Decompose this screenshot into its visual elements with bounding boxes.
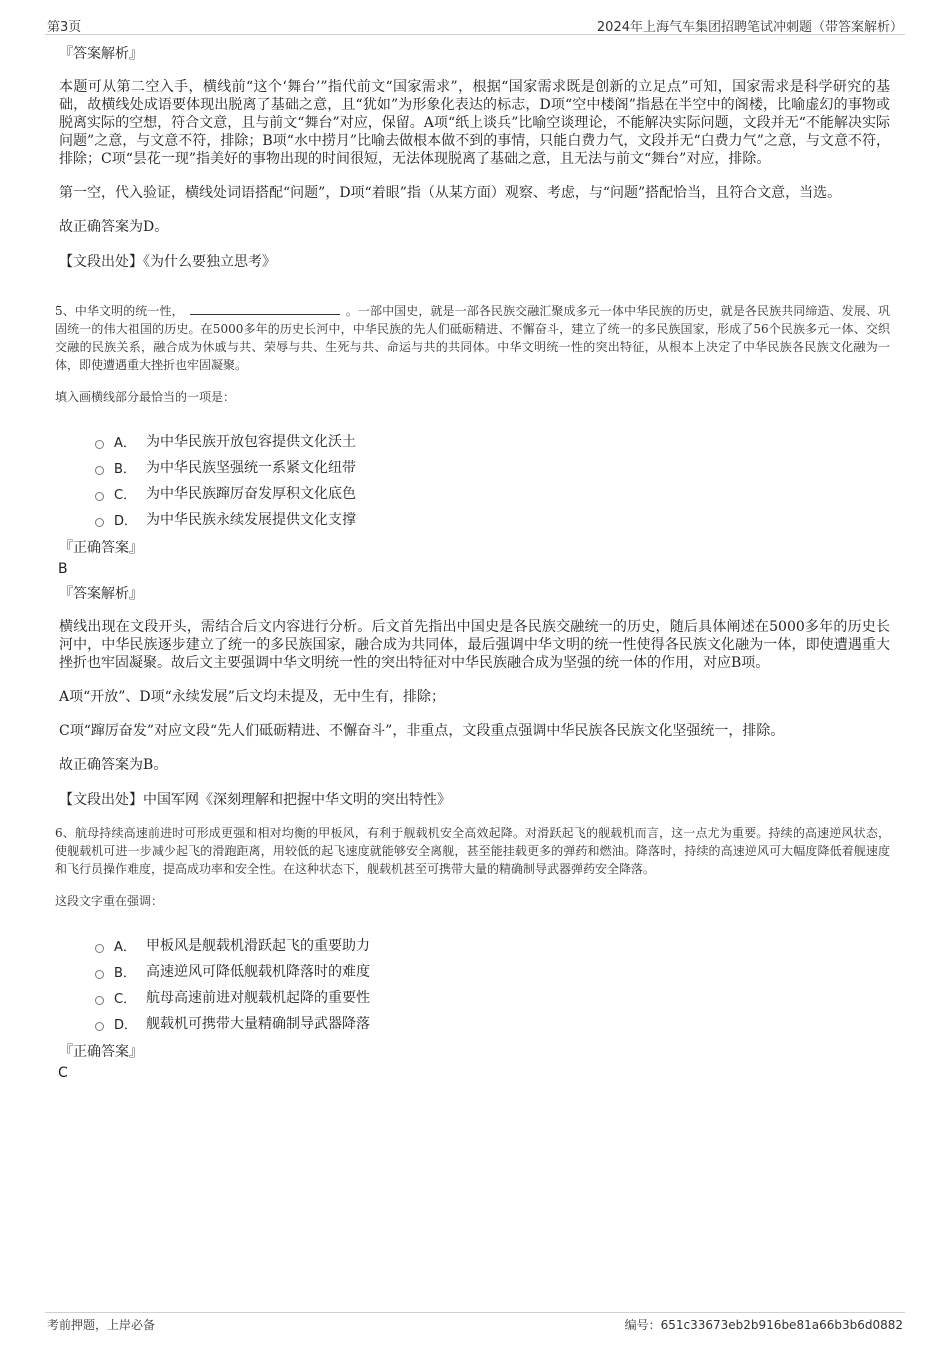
footer-slogan: 考前押题，上岸必备 [47,1318,156,1332]
question-6-text: 6、航母持续高速前进时可形成更强和相对均衡的甲板风，有利于舰载机安全高效起降。对滑跃起飞的舰载机而言，这一点尤为重要。持续的高速逆风状态，使舰载机可进一步减少起飞的滑跑距离，用较低的起飞速度就能够安全离舰，甚至能挂载更多的弹药和燃油。降落时，持续的高速逆风可大幅度降低着舰速度和飞行员操作难度，提高成功率和安全性。在这种状态下，舰载机甚至可携带大量的精确制导武器弹药安全降落。 [55,826,890,876]
analysis-tag: 『答案解析』 [59,586,143,602]
radio-icon[interactable] [95,492,104,501]
analysis-paragraph: 横线出现在文段开头，需结合后文内容进行分析。后文首先指出中国史是各民族交融统一的历史，随后具体阐述在5000多年的历史长河中，中华民族逐步建立了统一的多民族国家，融合成为共同体，最后强调中华文明的统一性使得各民族文化融为一体，即使遭遇重大挫折也牢固凝聚。故后文主要强调中华文明统一性的突出特征对中华民族融合成为坚强的统一体的作用，对应B项。 [59,619,890,671]
analysis-paragraph: 故正确答案为D。 [59,219,169,235]
radio-icon[interactable] [95,970,104,979]
radio-icon[interactable] [95,518,104,527]
analysis-paragraph: 第一空，代入验证，横线处词语搭配“问题”，D项“着眼”指（从某方面）观察、考虑，与“问题”搭配恰当，且符合文意，当选。 [59,185,842,201]
option-b[interactable] [95,454,890,480]
option-letter: D． [114,1017,138,1033]
analysis-paragraph: 本题可从第二空入手，横线前“这个‘舞台’”指代前文“国家需求”，根据“国家需求既是创新的立足点”可知，国家需求是科学研究的基础，故横线处成语要体现出脱离了基础之意，且“犹如”为形象化表达的标志，D项“空中楼阁”指悬在半空中的阁楼，比喻虚幻的事物或脱离实际的空想，符合文意，且与前文“舞台”对应，保留。A项“纸上谈兵”比喻空谈理论，不能解决实际问题，文段并无“不能解决实际问题”之意，与文意不符，排除；B项“水中捞月”比喻去做根本做不到的事情，只能白费力气，文段并无“白费力气”之意，与文意不符，排除；C项“昙花一现”指美好的事物出现的时间很短，无法体现脱离了基础之意，且无法与前文“舞台”对应，排除。 [59,79,890,167]
question-prompt: 这段文字重在强调： [55,894,164,908]
radio-icon[interactable] [95,996,104,1005]
option-text: 甲板风是舰载机滑跃起飞的重要助力 [146,938,370,954]
option-c[interactable] [95,984,890,1010]
question-prompt: 填入画横线部分最恰当的一项是： [55,390,236,404]
option-text: 为中华民族开放包容提供文化沃土 [146,434,356,450]
option-letter: C． [114,991,137,1007]
document-title: 2024年上海气车集团招聘笔试冲刺题（带答案解析） [596,20,903,35]
option-b[interactable] [95,958,890,984]
radio-icon[interactable] [95,440,104,449]
page-header [45,14,905,35]
options-list [95,428,890,532]
page-footer [45,1312,905,1333]
analysis-paragraph: A项“开放”、D项“永续发展”后文均未提及，无中生有，排除； [59,689,445,705]
analysis-tag: 『答案解析』 [59,46,143,62]
option-letter: D． [114,513,138,529]
correct-answer: C [58,1065,68,1081]
document-id: 编号：651c33673eb2b916be81a66b3b6d0882 [624,1318,903,1332]
option-text: 航母高速前进对舰载机起降的重要性 [146,990,370,1006]
option-text: 高速逆风可降低舰载机降落时的难度 [146,964,370,980]
question-text-part: 5、中华文明的统一性， [55,304,184,318]
option-d[interactable] [95,506,890,532]
correct-answer-tag: 『正确答案』 [59,1044,143,1060]
fill-in-blank [190,302,340,315]
source-citation: 【文段出处】《为什么要独立思考》 [59,254,276,270]
option-a[interactable] [95,932,890,958]
option-text: 为中华民族坚强统一系紧文化纽带 [146,460,356,476]
radio-icon[interactable] [95,1022,104,1031]
radio-icon[interactable] [95,944,104,953]
question-5-text [55,302,890,374]
document-body [55,44,890,1088]
correct-answer: B [58,561,68,577]
question-text-part: 。一部中国史，就是一部各民族交融汇聚成多元一体中华民族的历史，就是各民族共同缔造、发展、巩固统一的伟大祖国的历史。在5000多年的历史长河中，中华民族的先人们砥砺精进、不懈奋斗，建立了统一的多民族国家，形成了56个民族多元一体、交织交融的民族关系，融合成为休戚与共、荣辱与共、生死与共、命运与共的共同体。中华文明统一性的突出特征，从根本上决定了中华民族各民族文化融为一体，即使遭遇重大挫折也牢固凝聚。 [55,304,890,372]
options-list [95,932,890,1036]
option-c[interactable] [95,480,890,506]
correct-answer-tag: 『正确答案』 [59,540,143,556]
option-letter: C． [114,487,137,503]
option-letter: A． [114,435,136,451]
option-d[interactable] [95,1010,890,1036]
option-letter: B． [114,461,136,477]
analysis-paragraph: C项“蹿厉奋发”对应文段“先人们砥砺精进、不懈奋斗”，非重点，文段重点强调中华民族各民族文化坚强统一，排除。 [59,723,785,739]
analysis-paragraph: 故正确答案为B。 [59,757,168,773]
option-text: 为中华民族蹿厉奋发厚积文化底色 [146,486,356,502]
source-citation: 【文段出处】中国军网《深刻理解和把握中华文明的突出特性》 [59,792,451,808]
page-number: 第3页 [47,20,82,35]
option-a[interactable] [95,428,890,454]
option-text: 舰载机可携带大量精确制导武器降落 [146,1016,370,1032]
option-letter: B． [114,965,136,981]
radio-icon[interactable] [95,466,104,475]
option-letter: A． [114,939,136,955]
option-text: 为中华民族永续发展提供文化支撑 [146,512,356,528]
